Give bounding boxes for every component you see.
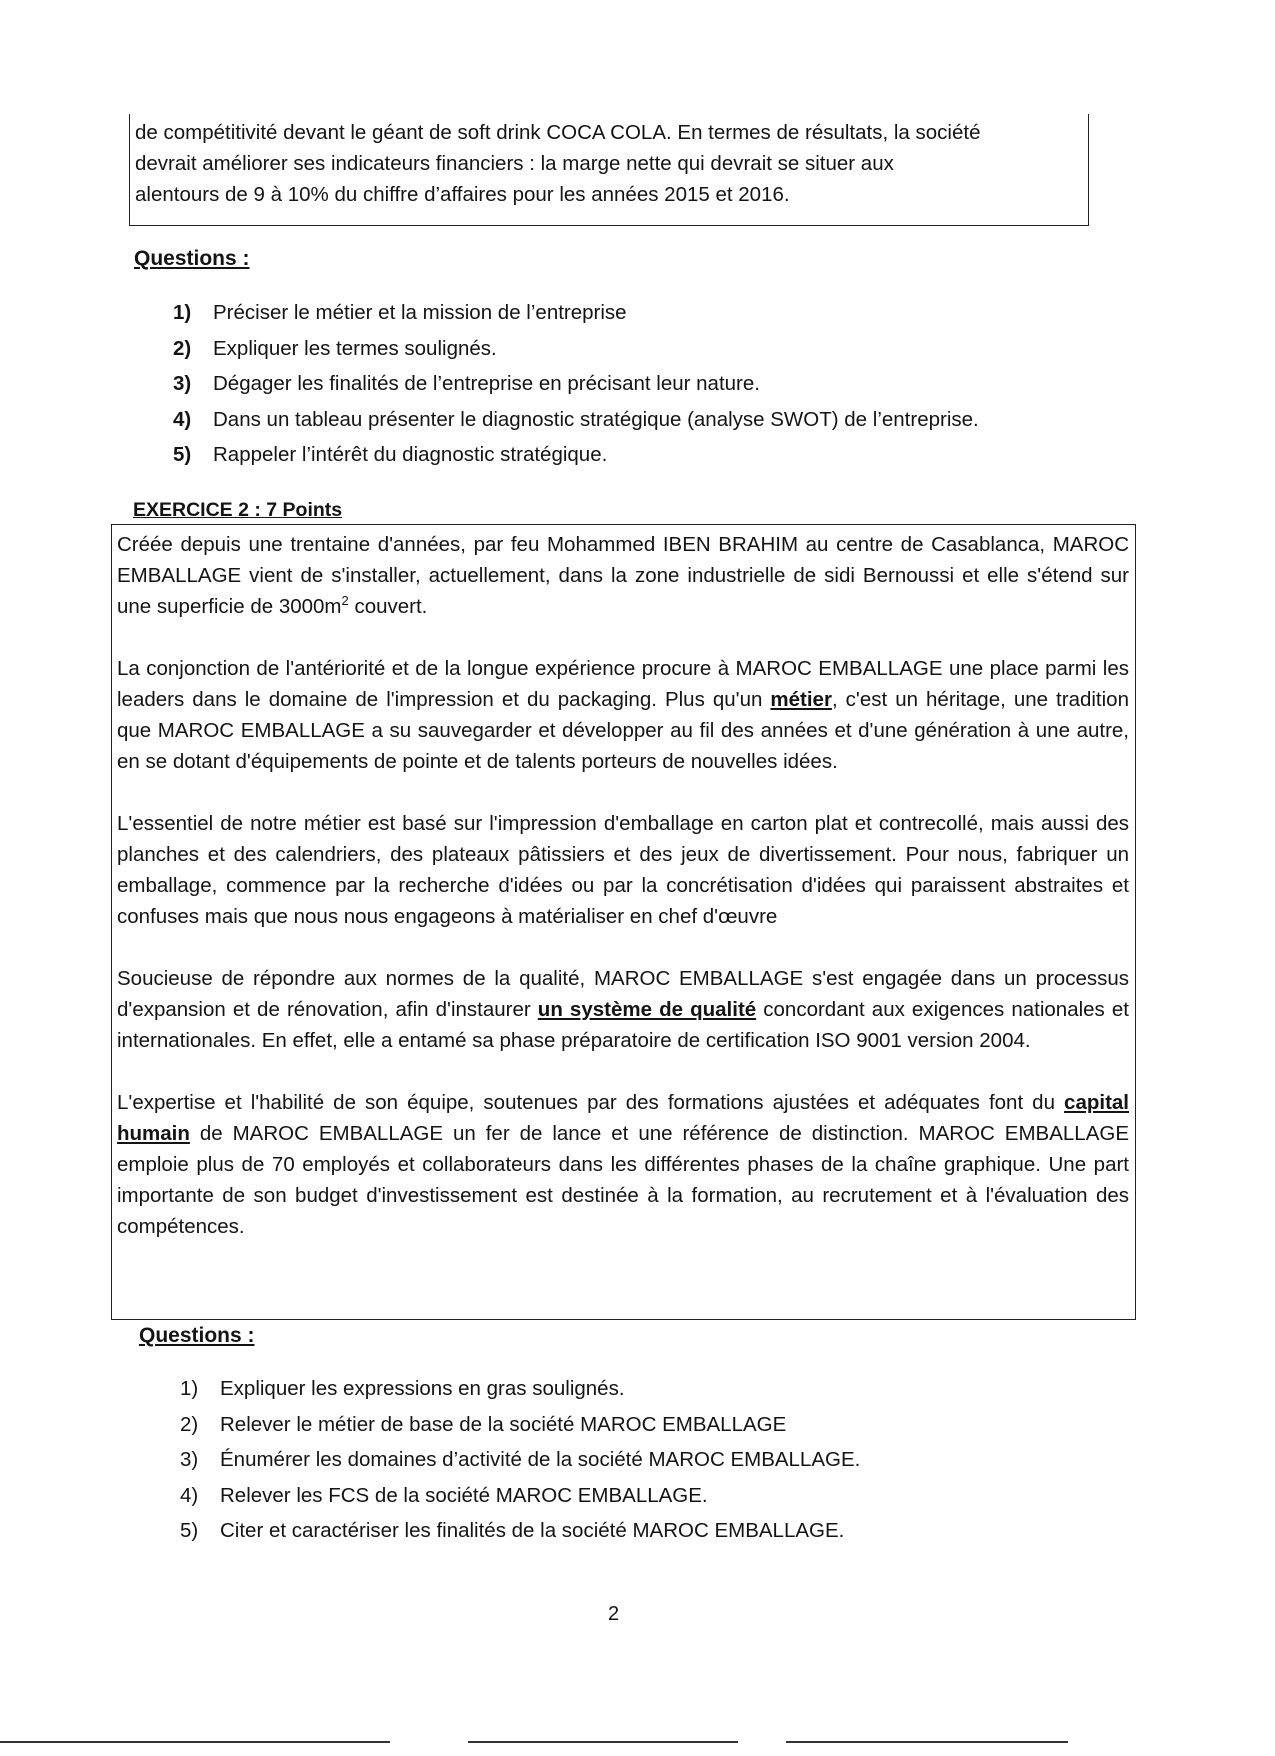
term-capital-humain: capital humain [117,1091,1129,1145]
footer-rule-right [786,1741,1068,1743]
term-metier: métier [770,688,832,711]
list-item: 1) Expliquer les expressions en gras soulignés. [180,1377,625,1400]
intro-line-1: de compétitivité devant le géant de soft drink COCA COLA. En termes de résultats, la société [135,121,981,144]
exercise-2-heading: EXERCICE 2 : 7 Points [133,499,343,521]
list-item: 3) Énumérer les domaines d’activité de la société MAROC EMBALLAGE. [180,1448,861,1471]
page-number: 2 [608,1603,620,1625]
list-item: 2) Expliquer les termes soulignés. [173,336,497,360]
paragraph-3: L'essentiel de notre métier est basé sur l'impression d'emballage en carton plat et contrecollé, mais aussi des planches et des calendriers, des plateaux pâtissiers et des jeux de divertissement. Pour nous, fabriquer un emballage, commence par la recherche d'idées ou par la concrétisation d'idées qui paraissent abstraites et confuses mais que nous nous engageons à matérialiser en chef d'œuvre [117,812,1129,928]
questions-list-2 [180,1377,860,1555]
questions-list-1 [173,301,979,479]
questions-heading-1: Questions : [134,247,250,270]
list-item: 2) Relever le métier de base de la société MAROC EMBALLAGE [180,1412,787,1436]
paragraph-5: L'expertise et l'habilité de son équipe, soutenues par des formations ajustées et adéquates font du capital humain de MAROC EMBALLAGE un fer de lance et une référence de distinction. MAROC EMBALLAGE emploie plus de 70 employés et collaborateurs dans les différentes phases de la chaîne graphique. Une part importante de son budget d'investissement est destinée à la formation, au recrutement et à l'évaluation des compétences. [117,1091,1129,1238]
list-item: 5) Citer et caractériser les finalités de la société MAROC EMBALLAGE. [180,1519,845,1542]
intro-text-box [129,114,1089,226]
list-item: 1) Préciser le métier et la mission de l’entreprise [173,301,627,324]
footer-rule-middle [468,1741,738,1743]
questions-heading-2: Questions : [139,1324,255,1347]
paragraph-2: La conjonction de l'antériorité et de la longue expérience procure à MAROC EMBALLAGE une place parmi les leaders dans le domaine de l'impression et du packaging. Plus qu'un métier, c'est un héritage, une tradition que MAROC EMBALLAGE a su sauvegarder et développer au fil des années et d'une génération à une autre, en se dotant d'équipements de pointe et de talents porteurs de nouvelles idées. [117,657,1129,773]
paragraph-4: Soucieuse de répondre aux normes de la qualité, MAROC EMBALLAGE s'est engagée dans un processus d'expansion et de rénovation, afin d'instaurer un système de qualité concordant aux exigences nationales et internationales. En effet, elle a entamé sa phase préparatoire de certification ISO 9001 version 2004. [117,967,1129,1052]
exercise-2-text-box [111,524,1136,1320]
list-item: 3) Dégager les finalités de l’entreprise en précisant leur nature. [173,372,760,395]
intro-line-3: alentours de 9 à 10% du chiffre d’affaires pour les années 2015 et 2016. [135,183,790,206]
term-systeme-de-qualite: un système de qualité [537,998,757,1021]
list-item: 4) Relever les FCS de la société MAROC EMBALLAGE. [180,1483,708,1507]
footer-rule-left [0,1741,390,1743]
list-item: 4) Dans un tableau présenter le diagnostic stratégique (analyse SWOT) de l’entreprise. [173,407,979,431]
list-item: 5) Rappeler l’intérêt du diagnostic stratégique. [173,443,608,466]
paragraph-1: Créée depuis une trentaine d'années, par feu Mohammed IBEN BRAHIM au centre de Casablanca, MAROC EMBALLAGE vient de s'installer, actuellement, dans la zone industrielle de sidi Bernoussi et elle s'étend sur une superficie de $3000m^2$ couvert. [117,533,1129,618]
intro-line-2: devrait améliorer ses indicateurs financiers : la marge nette qui devrait se situer aux [135,152,894,175]
